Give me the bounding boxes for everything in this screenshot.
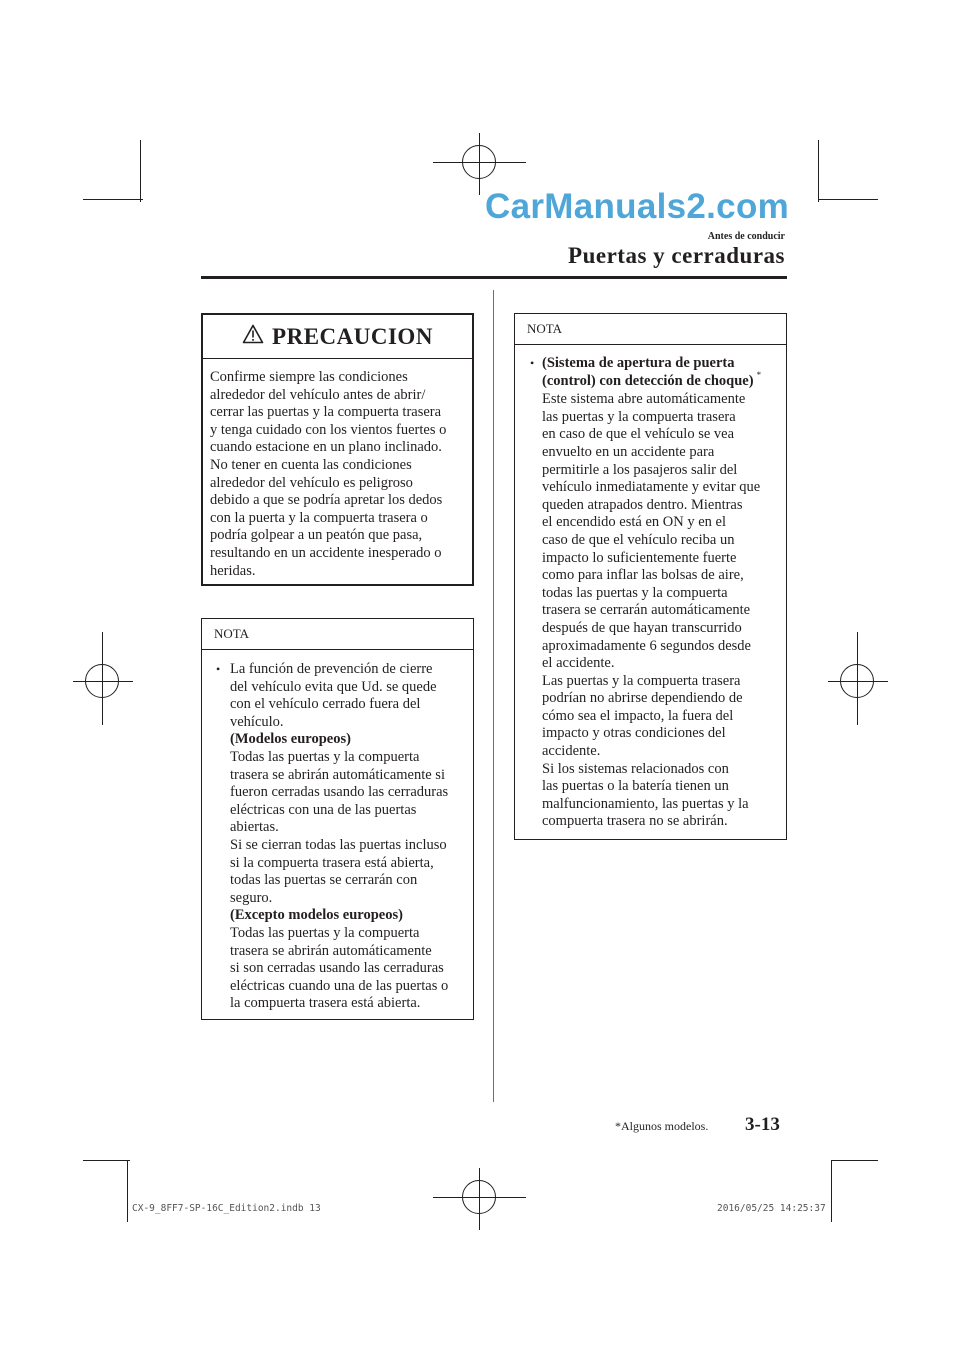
note-heading: (control) con detección de choque) <box>542 372 754 389</box>
section-label: Antes de conducir <box>707 231 785 242</box>
page-number: 3-13 <box>745 1114 780 1135</box>
column-divider <box>493 290 494 1102</box>
note-paragraph: Este sistema abre automáticamente las puertas y la compuerta trasera en caso de que el vehículo se vea envuelto en un accidente para permitirle a los pasajeros salir del vehículo inmediatamente y evitar que queden atrapados dentro. Mientras el encendido está en ON y en el caso de que el vehículo reciba un impacto lo suficientemente fuerte como para inflar las bolsas de aire, todas las puertas y la compuerta trasera se cerrarán automáticamente después de que hayan transcurrido aproximadamente 6 segundos desde el accidente. Las puertas y la compuerta trasera podrían no abrirse dependiendo de cómo sea el impacto, la fuera del impacto y otras condiciones del accidente. Si los sistemas relacionados con las puertas o la batería tienen un malfuncionamiento, las puertas y la compuerta trasera no se abrirán. <box>542 391 761 830</box>
caution-header <box>203 315 472 359</box>
page-title: Puertas y cerraduras <box>568 243 785 268</box>
note-item <box>530 355 786 831</box>
note-heading: (Sistema de apertura de puerta <box>542 355 735 371</box>
footnote: *Algunos modelos. <box>615 1119 709 1133</box>
caution-title: PRECAUCION <box>272 323 433 349</box>
print-file-name: CX-9_8FF7-SP-16C_Edition2.indb 13 <box>132 1203 321 1214</box>
note-paragraph: La función de prevención de cierre del vehículo evita que Ud. se quede con el vehículo cerrado fuera del vehículo. <box>230 661 437 730</box>
note-heading-line <box>542 369 786 392</box>
caution-text: Confirme siempre las condiciones alrededor del vehículo antes de abrir/ cerrar las puertas y la compuerta trasera y tenga cuidado con los vientos fuertes o cuando estacione en un plano inclinado. No tener en cuenta las condiciones alrededor del vehículo es peligroso debido a que se podría apretar los dedos con la puerta y la compuerta trasera o podría golpear a un peatón que pasa, resultando en un accidente inesperado o heridas. <box>210 369 447 579</box>
note-box-right <box>514 313 787 840</box>
caution-box <box>201 313 474 586</box>
header-rule <box>201 276 787 279</box>
bullet-icon: • <box>530 356 535 370</box>
note-item <box>216 661 473 1013</box>
note-title: NOTA <box>515 314 786 345</box>
asterisk-footnote-marker: * <box>756 369 762 380</box>
print-timestamp: 2016/05/25 14:25:37 <box>717 1203 826 1214</box>
note-title: NOTA <box>202 619 473 650</box>
note-box-left <box>201 618 474 1020</box>
note-subheading: (Excepto modelos europeos) <box>230 907 403 924</box>
note-paragraph: Todas las puertas y la compuerta trasera se abrirán automáticamente si fueron cerradas usando las cerraduras eléctricas con una de las puertas abiertas. Si se cierran todas las puertas incluso si la compuerta trasera está abierta, todas las puertas se cerrarán con seguro. <box>230 748 449 906</box>
note-subheading: (Modelos europeos) <box>230 731 351 748</box>
watermark-logo: CarManuals2.com <box>485 187 790 226</box>
bullet-icon: • <box>216 662 221 676</box>
warning-triangle-icon <box>242 324 264 349</box>
note-paragraph: Todas las puertas y la compuerta trasera se abrirán automáticamente si son cerradas usando las cerraduras eléctricas cuando una de las puertas o la compuerta trasera está abierta. <box>230 924 449 1012</box>
